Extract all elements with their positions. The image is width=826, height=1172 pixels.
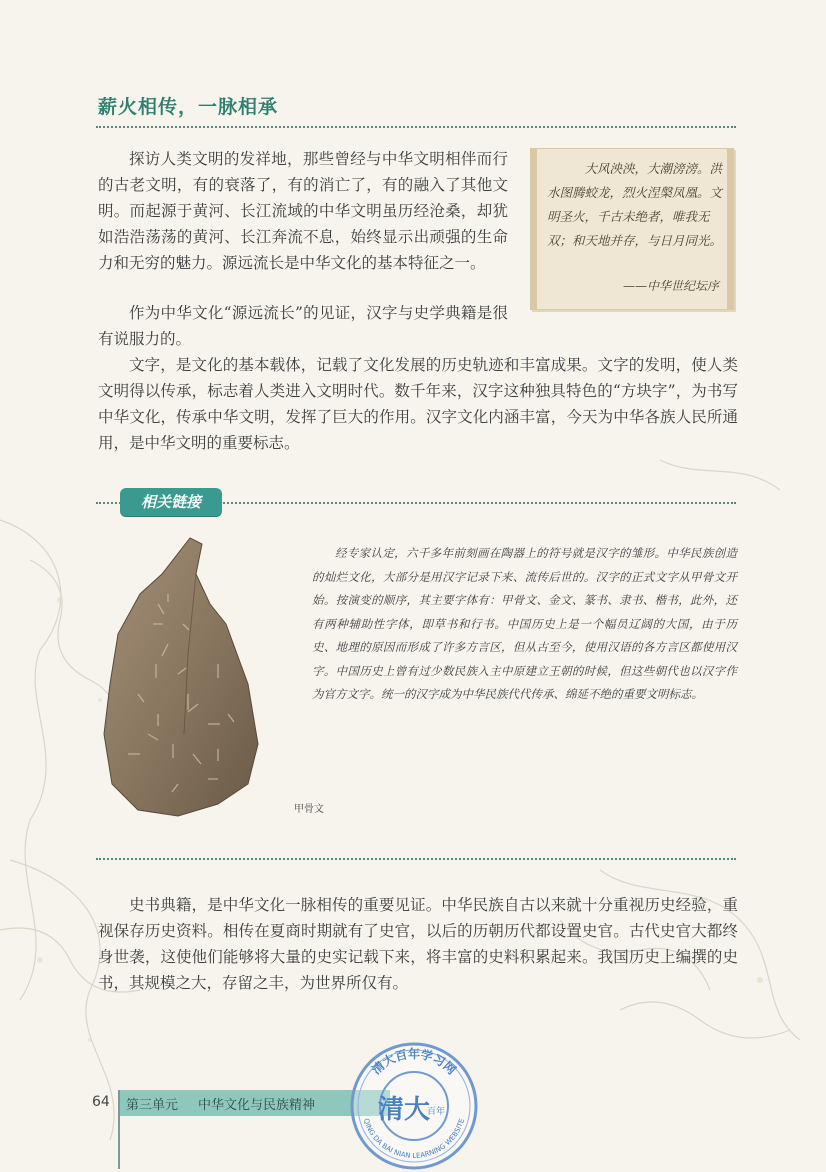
- quote-text: 大风泱泱，大潮滂滂。洪水图腾蛟龙，烈火涅槃凤凰。文明圣火，千古未绝者，唯我无双；和天地并存，与日月同光。: [547, 161, 723, 248]
- footer-unit-label: [126, 1094, 315, 1113]
- watermark-seal-logo: [348, 1040, 480, 1172]
- paragraph-characters: 文字，是文化的基本载体，记载了文化发展的历史轨迹和丰富成果。文字的发明，使人类文明得以传承，标志着人类进入文明时代。数千年来，汉字这种独具特色的“方块字”，为书写中华文化，传承中华文明，发挥了巨大的作用。汉字文化内涵丰富，今天为中华各族人民所通用，是中华文明的重要标志。: [98, 356, 738, 452]
- footer-unit-title: 中华文化与民族精神: [198, 1098, 316, 1113]
- footer-unit: 第三单元: [126, 1098, 179, 1113]
- paragraph-evidence: 作为中华文化“源远流长”的见证，汉字与史学典籍是很有说服力的。: [98, 304, 508, 348]
- title-divider: [96, 126, 736, 128]
- paragraph-origin: 探访人类文明的发祥地，那些曾经与中华文明相伴而行的古老文明，有的衰落了，有的消亡了，有的融入了其他文明。而起源于黄河、长江流域的中华文明虽历经沧桑，却犹如浩浩荡荡的黄河、长江奔流不息，始终显示出顽强的生命力和无穷的魅力。源远流长是中华文化的基本特征之一。: [98, 150, 508, 272]
- oracle-bone-caption: 甲骨文: [294, 804, 324, 815]
- page-number: 64: [92, 1094, 110, 1110]
- quote-box: [530, 148, 734, 310]
- watermark-side-chars: 百年: [426, 1107, 446, 1117]
- related-link-text: 经专家认定，六千多年前刻画在陶器上的符号就是汉字的雏形。中华民族创造的灿烂文化，大部分是用汉字记录下来、流传后世的。汉字的正式文字从甲骨文开始。按演变的顺序，其主要字体有：甲骨文、金文、篆书、隶书、楷书，此外，还有两种辅助性字体，即草书和行书。中国历史上是一个幅员辽阔的大国，由于历史、地理的原因而形成了许多方言区，但从古至今，使用汉语的各方言区都使用汉字。中国历史上曾有过少数民族入主中原建立王朝的时候，但这些朝代也以汉字作为官方文字。统一的汉字成为中华民族代代传承、绵延不绝的重要文明标志。: [312, 546, 737, 701]
- related-link-bottom-divider: [96, 858, 736, 860]
- watermark-bottom-text: QING DA BAI NIAN LEARNING WEBSITE: [361, 1117, 467, 1161]
- quote-source: ——中华世纪坛序: [622, 279, 719, 293]
- scroll-edge-left: [531, 149, 537, 309]
- watermark-top-text: 清大百年学习网: [369, 1047, 459, 1078]
- related-link-badge: 相关链接: [120, 488, 222, 516]
- oracle-bone-image: [98, 534, 263, 819]
- paragraph-history-books: 史书典籍，是中华文化一脉相传的重要见证。中华民族自古以来就十分重视历史经验，重视保存历史资料。相传在夏商时期就有了史官，以后的历朝历代都设置史官。古代史官大都终身世袭，这使他们能够将大量的史实记载下来，将丰富的史料积累起来。我国历史上编撰的史书，其规模之大，存留之丰，为世界所仅有。: [98, 896, 738, 992]
- footer-vertical-line: [118, 1090, 120, 1169]
- watermark-center-chars: 清大: [377, 1095, 431, 1125]
- section-title: 薪火相传，一脉相承: [98, 96, 279, 118]
- scroll-edge-right: [727, 149, 733, 309]
